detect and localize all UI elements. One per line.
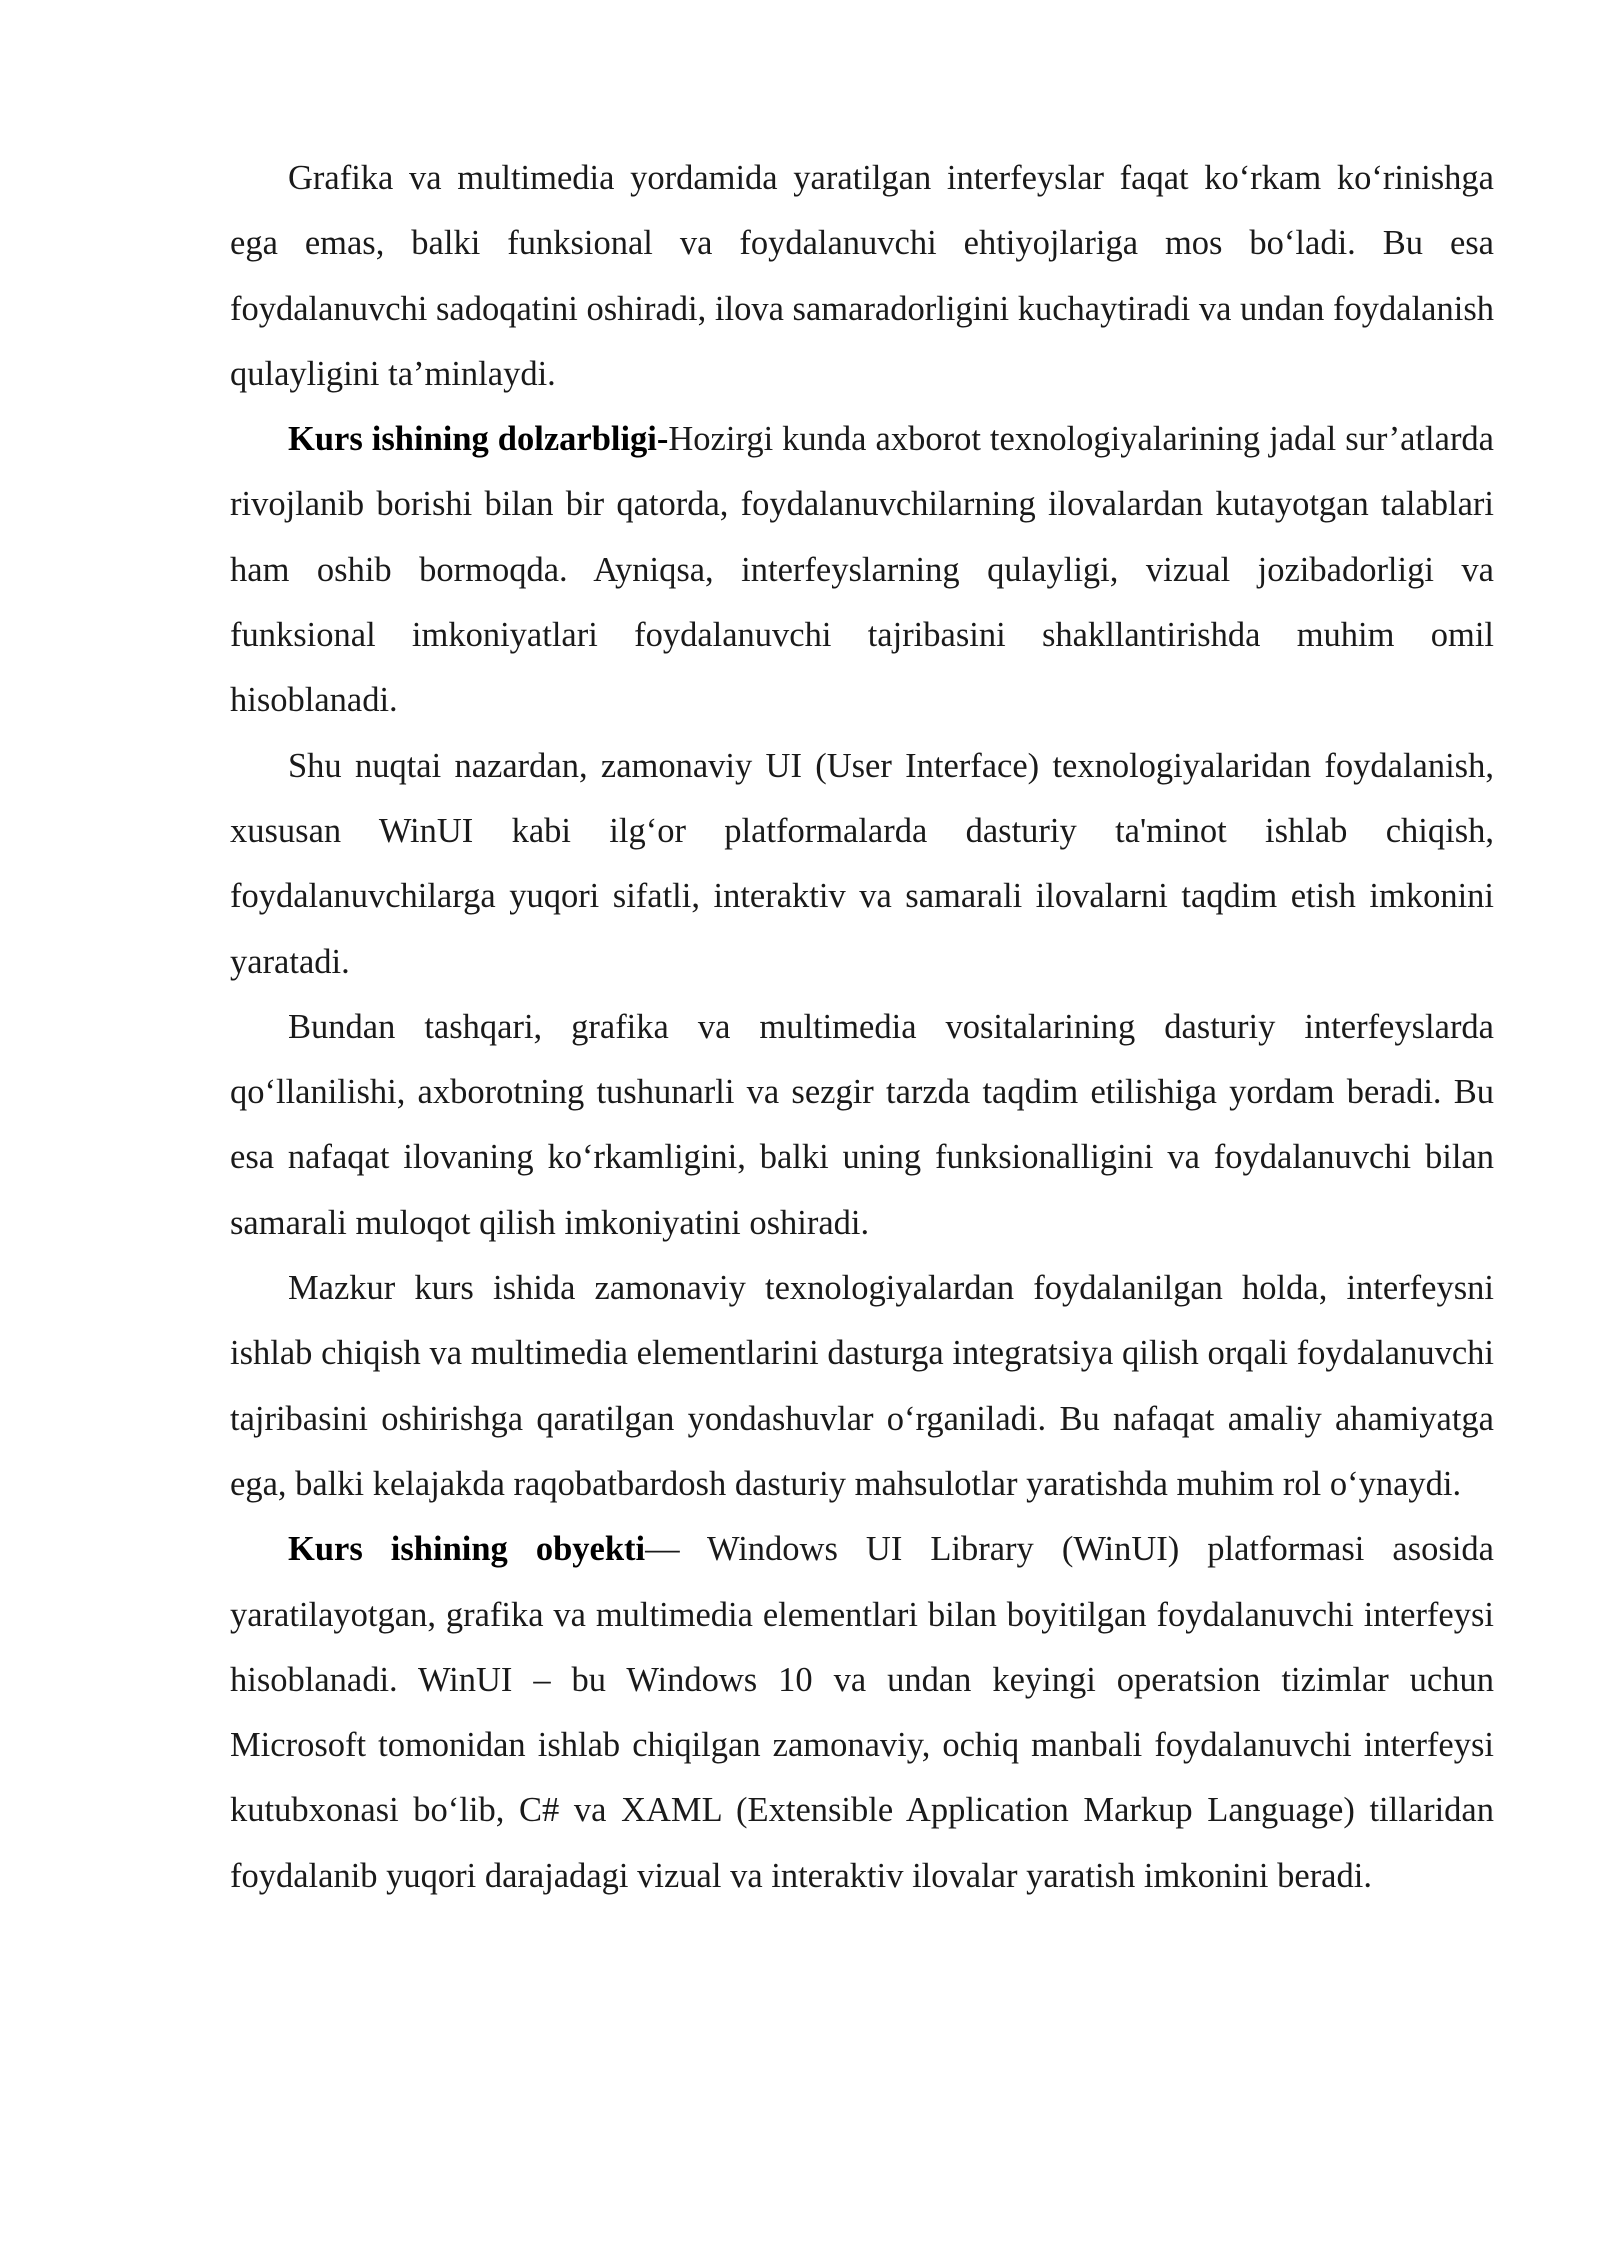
- paragraph-4-text: Bundan tashqari, grafika va multimedia vositalarining dasturiy interfeyslarda qo‘llanilishi, axborotning tushunarli va sezgir tarzda taqdim etilishiga yordam beradi. Bu esa nafaqat ilovaning ko‘rkamligini, balki uning funksionalligini va foydalanuvchi bilan samarali muloqot qilish imkoniyatini oshiradi.: [230, 1007, 1494, 1242]
- paragraph-6: [230, 1517, 1494, 1909]
- paragraph-4: [230, 995, 1494, 1256]
- paragraph-2-text: Hozirgi kunda axborot texnologiyalarining jadal sur’atlarda rivojlanib borishi bilan bir qatorda, foydalanuvchilarning ilovalardan kutayotgan talablari ham oshib bormoqda. Ayniqsa, interfeyslarning qulayligi, vizual jozibadorligi va funksional imkoniyatlari foydalanuvchi tajribasini shakllantirishda muhim omil hisoblanadi.: [230, 420, 1494, 720]
- paragraph-2: [230, 407, 1494, 733]
- paragraph-1: [230, 146, 1494, 407]
- paragraph-6-text: — Windows UI Library (WinUI) platformasi asosida yaratilayotgan, grafika va multimedia elementlari bilan boyitilgan foydalanuvchi interfeysi hisoblanadi. WinUI – bu Windows 10 va undan keyingi operatsion tizimlar uchun Microsoft tomonidan ishlab chiqilgan zamonaviy, ochiq manbali foydalanuvchi interfeysi kutubxonasi bo‘lib, C# va XAML (Extensible Application Markup Language) tillaridan foydalanib yuqori darajadagi vizual va interaktiv ilovalar yaratish imkonini beradi.: [230, 1530, 1494, 1895]
- paragraph-3: [230, 734, 1494, 995]
- paragraph-2-heading: Kurs ishining dolzarbligi-: [288, 420, 669, 459]
- paragraph-6-heading: Kurs ishining obyekti: [288, 1530, 646, 1569]
- document-body: [230, 146, 1494, 1909]
- paragraph-3-text: Shu nuqtai nazardan, zamonaviy UI (User Interface) texnologiyalaridan foydalanish, xususan WinUI kabi ilg‘or platformalarda dasturiy ta'minot ishlab chiqish, foydalanuvchilarga yuqori sifatli, interaktiv va samarali ilovalarni taqdim etish imkonini yaratadi.: [230, 746, 1494, 981]
- paragraph-5-text: Mazkur kurs ishida zamonaviy texnologiyalardan foydalanilgan holda, interfeysni ishlab chiqish va multimedia elementlarini dasturga integratsiya qilish orqali foydalanuvchi tajribasini oshirishga qaratilgan yondashuvlar o‘rganiladi. Bu nafaqat amaliy ahamiyatga ega, balki kelajakda raqobatbardosh dasturiy mahsulotlar yaratishda muhim rol o‘ynaydi.: [230, 1269, 1494, 1503]
- paragraph-5: [230, 1256, 1494, 1517]
- paragraph-1-text: Grafika va multimedia yordamida yaratilgan interfeyslar faqat ko‘rkam ko‘rinishga ega emas, balki funksional va foydalanuvchi ehtiyojlariga mos bo‘ladi. Bu esa foydalanuvchi sadoqatini oshiradi, ilova samaradorligini kuchaytiradi va undan foydalanish qulayligini ta’minlaydi.: [230, 159, 1494, 393]
